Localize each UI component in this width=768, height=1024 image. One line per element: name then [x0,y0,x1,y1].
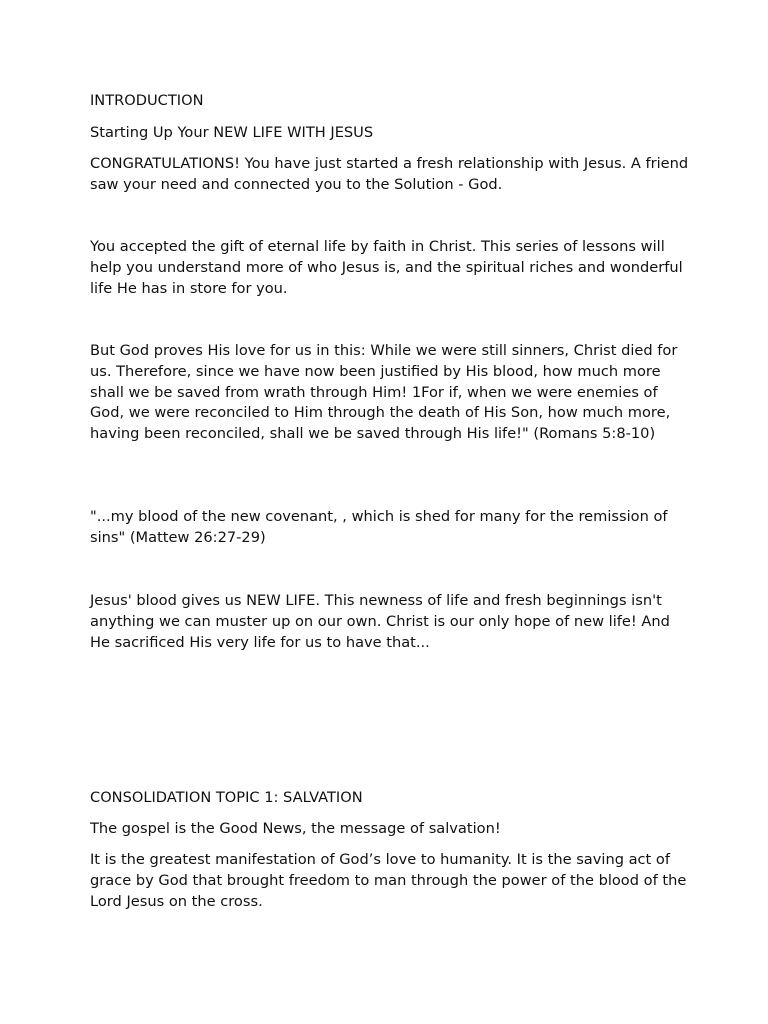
paragraph-matthew-quote: "...my blood of the new covenant, , which is shed for many for the remission of sins" (Mattew 26:27-29) [90,508,668,546]
section-heading-topic-1: CONSOLIDATION TOPIC 1: SALVATION [90,789,363,806]
paragraph-gospel: The gospel is the Good News, the message of salvation! [90,820,501,837]
paragraph-new-life: Jesus' blood gives us NEW LIFE. This newness of life and fresh beginnings isn't anything we can muster up on our own. Christ is our only hope of new life! And He sacrificed His very life for us to have that... [90,592,670,651]
section-subtitle: Starting Up Your NEW LIFE WITH JESUS [90,124,374,141]
paragraph-gift-of-life: You accepted the gift of eternal life by faith in Christ. This series of lessons will help you understand more of who Jesus is, and the spiritual riches and wonderful life He has in store for you. [90,238,683,297]
paragraph-romans-quote: But God proves His love for us in this: While we were still sinners, Christ died for us. Therefore, since we have now been justified by His blood, how much more shall we be saved from wrath through Him! 1For if, when we were enemies of God, we were reconciled to Him through the death of His Son, how much more, having been reconciled, shall we be saved through His life!" (Romans 5:8-10) [90,342,678,443]
paragraph-manifestation: It is the greatest manifestation of God’s love to humanity. It is the saving act of grace by God that brought freedom to man through the power of the blood of the Lord Jesus on the cross. [90,851,687,910]
section-heading-introduction: INTRODUCTION [90,92,204,109]
paragraph-congratulations: CONGRATULATIONS! You have just started a fresh relationship with Jesus. A friend saw your need and connected you to the Solution - God. [90,155,689,193]
